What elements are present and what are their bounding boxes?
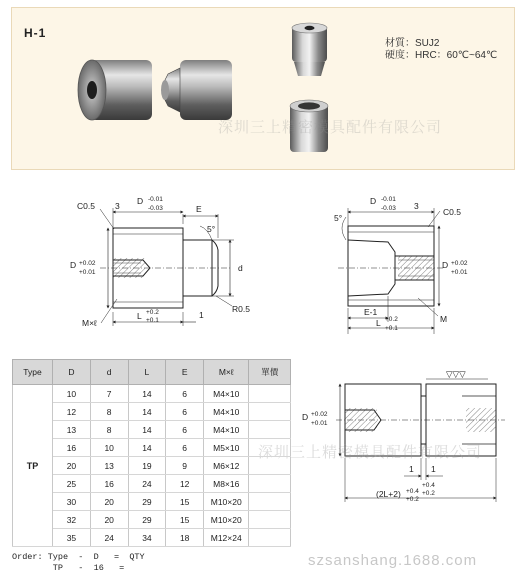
company-watermark-top: 深圳三上精密模具配件有限公司 [218, 119, 443, 136]
cell-e: 9 [166, 457, 204, 475]
surface-finish-mark: ▽▽▽ [446, 369, 466, 379]
table-row [13, 529, 291, 547]
left-radius-label: R0.5 [232, 304, 250, 314]
assembly-gap-tol-upper: +0.4 [422, 482, 435, 489]
right-e-label: E-1 [364, 307, 378, 317]
cell-l: 29 [128, 511, 166, 529]
cell-small-d: 24 [90, 529, 128, 547]
url-watermark: szsanshang.1688.com [308, 552, 478, 569]
table-row [13, 385, 291, 403]
table-row [13, 475, 291, 493]
cell-e: 6 [166, 385, 204, 403]
table-row [13, 493, 291, 511]
col-type-header: Type [13, 360, 53, 385]
cell-price [249, 439, 291, 457]
table-row [13, 403, 291, 421]
cell-d: 32 [53, 511, 91, 529]
cell-l: 14 [128, 421, 166, 439]
col-price-header: 單價 [249, 360, 291, 385]
left-e-label: E [196, 204, 202, 214]
cell-d: 16 [53, 439, 91, 457]
cell-price [249, 475, 291, 493]
right-d-tol-upper: -0.01 [381, 196, 396, 203]
cell-small-d: 8 [90, 403, 128, 421]
left-d-tol-lower: -0.03 [148, 205, 163, 212]
cell-d: 25 [53, 475, 91, 493]
assembly-d-tol-lower: +0.01 [311, 420, 328, 427]
right-chamfer-label: C0.5 [443, 207, 461, 217]
cell-thread: M5×10 [204, 439, 249, 457]
cell-thread: M10×20 [204, 493, 249, 511]
table-header-row [13, 360, 291, 385]
cell-e: 15 [166, 493, 204, 511]
left-step-1-label: 1 [199, 310, 204, 320]
cell-small-d: 13 [90, 457, 128, 475]
cell-d: 35 [53, 529, 91, 547]
right-l-tol-lower: +0.1 [385, 325, 398, 332]
left-l-tol-upper: +0.2 [146, 309, 159, 316]
cell-price [249, 403, 291, 421]
col-d-header: D [53, 360, 91, 385]
left-big-d-tol-upper: +0.02 [79, 260, 96, 267]
left-d-tol-upper: -0.01 [148, 196, 163, 203]
cell-thread: M8×16 [204, 475, 249, 493]
assembly-gap-1: 1 [409, 464, 414, 474]
model-code-title: H-1 [24, 26, 47, 40]
cell-small-d: 8 [90, 421, 128, 439]
cell-l: 24 [128, 475, 166, 493]
cell-e: 6 [166, 403, 204, 421]
assembly-gap-tol-lower: +0.2 [422, 490, 435, 497]
cell-e: 6 [166, 439, 204, 457]
assembly-total-label: (2L+2) [376, 489, 401, 499]
col-l-header: L [128, 360, 166, 385]
cell-d: 20 [53, 457, 91, 475]
cell-price [249, 511, 291, 529]
cell-small-d: 20 [90, 511, 128, 529]
cell-price [249, 421, 291, 439]
material-spec: 材質：SUJ2 [385, 38, 440, 49]
cell-price [249, 457, 291, 475]
table-row [13, 439, 291, 457]
right-d-label: D [370, 196, 377, 206]
left-big-d-tol-lower: +0.01 [79, 269, 96, 276]
cell-e: 6 [166, 421, 204, 439]
table-row [13, 511, 291, 529]
cell-small-d: 16 [90, 475, 128, 493]
right-l-tol-upper: +0.2 [385, 316, 398, 323]
right-big-d-tol-upper: +0.02 [451, 260, 468, 267]
bushing-photo [78, 60, 152, 120]
cell-thread: M4×10 [204, 385, 249, 403]
assembly-d-label: D [302, 412, 309, 422]
cell-d: 12 [53, 403, 91, 421]
order-line-2: TP - 16 = [12, 563, 135, 573]
cell-d: 13 [53, 421, 91, 439]
cell-l: 19 [128, 457, 166, 475]
assembly-total-tol-lower: +0.2 [406, 496, 419, 503]
cell-d: 30 [53, 493, 91, 511]
cell-small-d: 10 [90, 439, 128, 457]
cell-price [249, 493, 291, 511]
assembly-d-tol-upper: +0.02 [311, 411, 328, 418]
left-step-3-label: 3 [115, 201, 120, 211]
cell-e: 18 [166, 529, 204, 547]
cell-e: 12 [166, 475, 204, 493]
cell-l: 29 [128, 493, 166, 511]
right-thread-label: M [440, 314, 448, 324]
right-big-d-label: D [442, 260, 449, 270]
cell-e: 15 [166, 511, 204, 529]
left-d-label: D [137, 196, 144, 206]
left-chamfer-label: C0.5 [77, 201, 95, 211]
hardness-spec: 硬度：HRC：60℃~64℃ [385, 50, 498, 61]
cell-l: 14 [128, 403, 166, 421]
cell-l: 34 [128, 529, 166, 547]
right-d-tol-lower: -0.03 [381, 205, 396, 212]
cell-small-d: 7 [90, 385, 128, 403]
cell-l: 14 [128, 439, 166, 457]
cell-price [249, 385, 291, 403]
right-step-3-label: 3 [414, 201, 419, 211]
cell-thread: M10×20 [204, 511, 249, 529]
cell-price [249, 529, 291, 547]
cell-thread: M6×12 [204, 457, 249, 475]
cell-small-d: 20 [90, 493, 128, 511]
order-example [12, 552, 145, 574]
table-row [13, 457, 291, 475]
right-big-d-tol-lower: +0.01 [451, 269, 468, 276]
table-row [13, 421, 291, 439]
left-thread-label: M×ℓ [82, 318, 97, 328]
cell-d: 10 [53, 385, 91, 403]
col-e-header: E [166, 360, 204, 385]
col-thread-header: M×ℓ [204, 360, 249, 385]
col-small-d-header: d [90, 360, 128, 385]
order-line-1: Order: Type - D = QTY [12, 552, 145, 562]
cell-thread: M4×10 [204, 403, 249, 421]
company-watermark-mid: 深圳三上精密模具配件有限公司 [258, 444, 483, 461]
assembly-gap-2: 1 [431, 464, 436, 474]
cell-thread: M4×10 [204, 421, 249, 439]
left-l-label: L [137, 311, 142, 321]
left-big-d-label: D [70, 260, 77, 270]
left-l-tol-lower: +0.1 [146, 317, 159, 324]
assembly-total-tol-upper: +0.4 [406, 488, 419, 495]
cell-l: 14 [128, 385, 166, 403]
left-small-d-label: d [238, 263, 243, 273]
spec-table [12, 359, 291, 547]
right-l-label: L [376, 318, 381, 328]
left-angle-label: 5° [207, 224, 216, 234]
type-cell: TP [13, 385, 53, 547]
pin-photo [161, 60, 232, 120]
right-angle-label: 5° [334, 213, 343, 223]
cell-thread: M12×24 [204, 529, 249, 547]
